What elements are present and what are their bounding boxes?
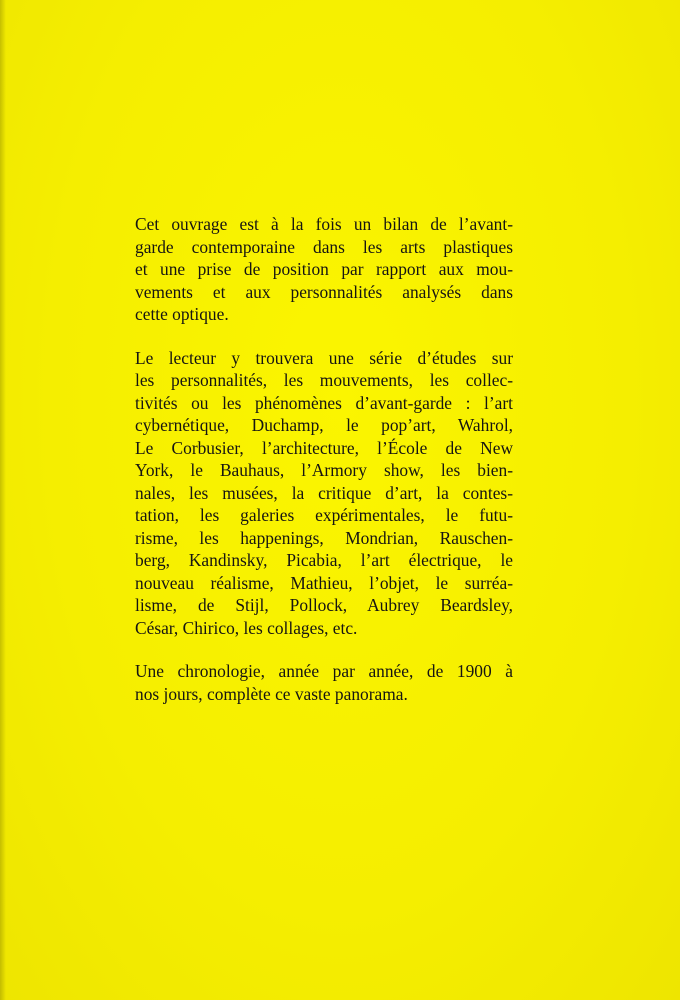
paragraph-chronology xyxy=(135,660,513,705)
text-line: tivités ou les phénomènes d’avant-garde : l’art xyxy=(135,392,513,413)
text-line: berg, Kandinsky, Picabia, l’art électrique, le xyxy=(135,550,513,570)
text-line: les personnalités, les mouvements, les collec- xyxy=(135,370,513,390)
text-line: nales, les musées, la critique d’art, la contes- xyxy=(135,482,513,503)
text-line: César, Chirico, les collages, etc. xyxy=(135,617,358,638)
text-line: risme, les happenings, Mondrian, Rauschen- xyxy=(135,527,513,548)
blurb-text xyxy=(135,213,513,726)
text-line: Le Corbusier, l’architecture, l’École de New xyxy=(135,437,513,458)
paragraph-topics xyxy=(135,347,513,640)
text-line: tation, les galeries expérimentales, le futu- xyxy=(135,505,513,525)
text-line: Le lecteur y trouvera une série d’études sur xyxy=(135,347,513,368)
text-line: Cet ouvrage est à la fois un bilan de l’avant- xyxy=(135,214,513,234)
text-line: cette optique. xyxy=(135,304,229,324)
text-line: York, le Bauhaus, l’Armory show, les bien- xyxy=(135,460,513,480)
text-line: lisme, de Stijl, Pollock, Aubrey Beardsley, xyxy=(135,595,513,615)
text-line: cybernétique, Duchamp, le pop’art, Wahrol, xyxy=(135,415,513,435)
text-line: garde contemporaine dans les arts plastiques xyxy=(135,236,513,257)
text-line: vements et aux personnalités analysés dans xyxy=(135,281,513,302)
text-line: nos jours, complète ce vaste panorama. xyxy=(135,683,408,704)
text-line: nouveau réalisme, Mathieu, l’objet, le surréa- xyxy=(135,572,513,593)
text-line: et une prise de position par rapport aux mou- xyxy=(135,259,513,279)
paragraph-intro xyxy=(135,213,513,326)
text-line: Une chronologie, année par année, de 1900 à xyxy=(135,661,513,681)
